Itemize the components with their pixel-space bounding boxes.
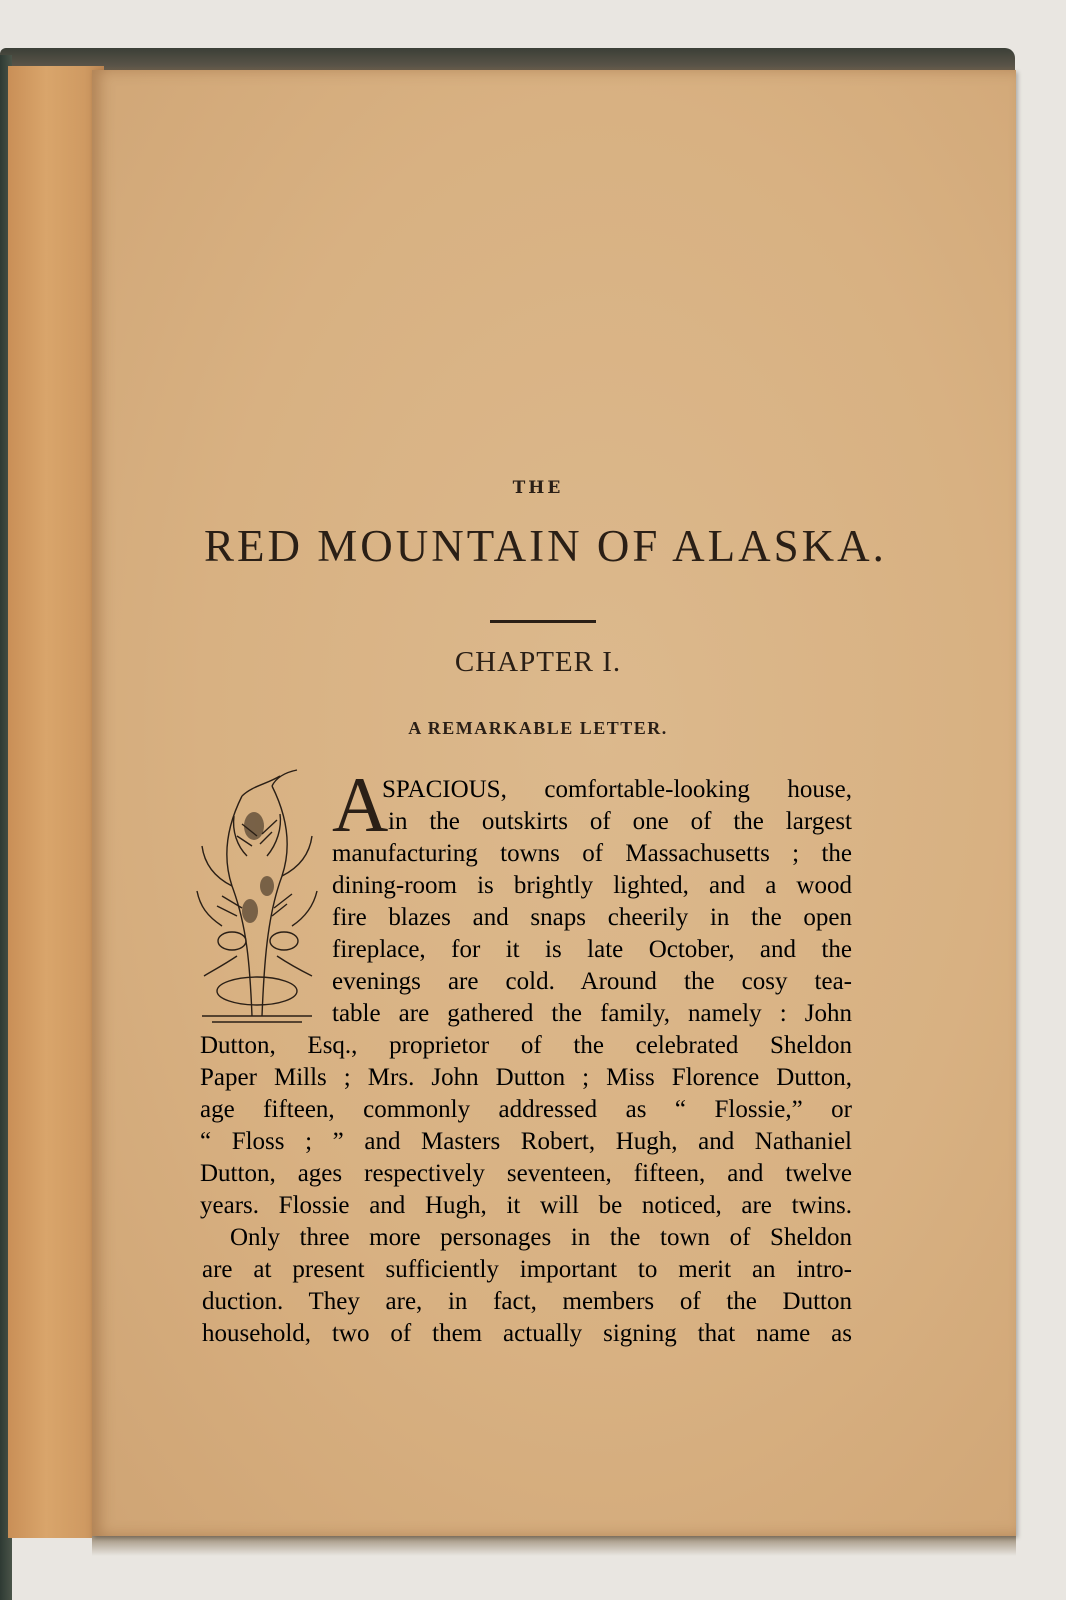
chapter-body [92,70,1016,1536]
page-gutter [8,66,104,1538]
body-line: in the outskirts of one of the largest [388,808,852,835]
book-title: RED MOUNTAIN OF ALASKA. [204,521,887,571]
body-line: Dutton, Esq., proprietor of the celebrated Sheldon [200,1032,852,1059]
body-line: SPACIOUS, comfortable-looking house, [382,776,852,803]
body-line: age fifteen, commonly addressed as “ Flossie,” or [200,1096,852,1123]
body-line: dining-room is brightly lighted, and a wood [332,872,852,899]
body-line: fireplace, for it is late October, and the [332,936,852,963]
body-line: “ Floss ; ” and Masters Robert, Hugh, and Nathaniel [200,1128,852,1155]
body-line: fire blazes and snaps cheerily in the open [332,904,852,931]
body-line: Dutton, ages respectively seventeen, fifteen, and twelve [200,1160,852,1187]
body-line: are at present sufficiently important to merit an intro- [202,1256,852,1283]
body-line: duction. They are, in fact, members of the Dutton [202,1288,852,1315]
drop-cap-letter: A [332,761,389,848]
body-line: years. Flossie and Hugh, it will be noticed, are twins. [200,1192,852,1219]
body-line: table are gathered the family, namely : John [332,1000,852,1027]
body-line: Only three more personages in the town of Sheldon [230,1224,852,1251]
page-shadow [92,1536,1016,1556]
chapter-subtitle: A REMARKABLE LETTER. [408,718,668,738]
title-prefix: THE [512,478,564,498]
body-line: manufacturing towns of Massachusetts ; the [332,840,852,867]
book-page [92,70,1016,1536]
body-line: Paper Mills ; Mrs. John Dutton ; Miss Florence Dutton, [200,1064,852,1091]
chapter-heading: CHAPTER I. [454,646,622,678]
body-line: evenings are cold. Around the cosy tea- [332,968,852,995]
body-line: household, two of them actually signing that name as [202,1320,852,1347]
